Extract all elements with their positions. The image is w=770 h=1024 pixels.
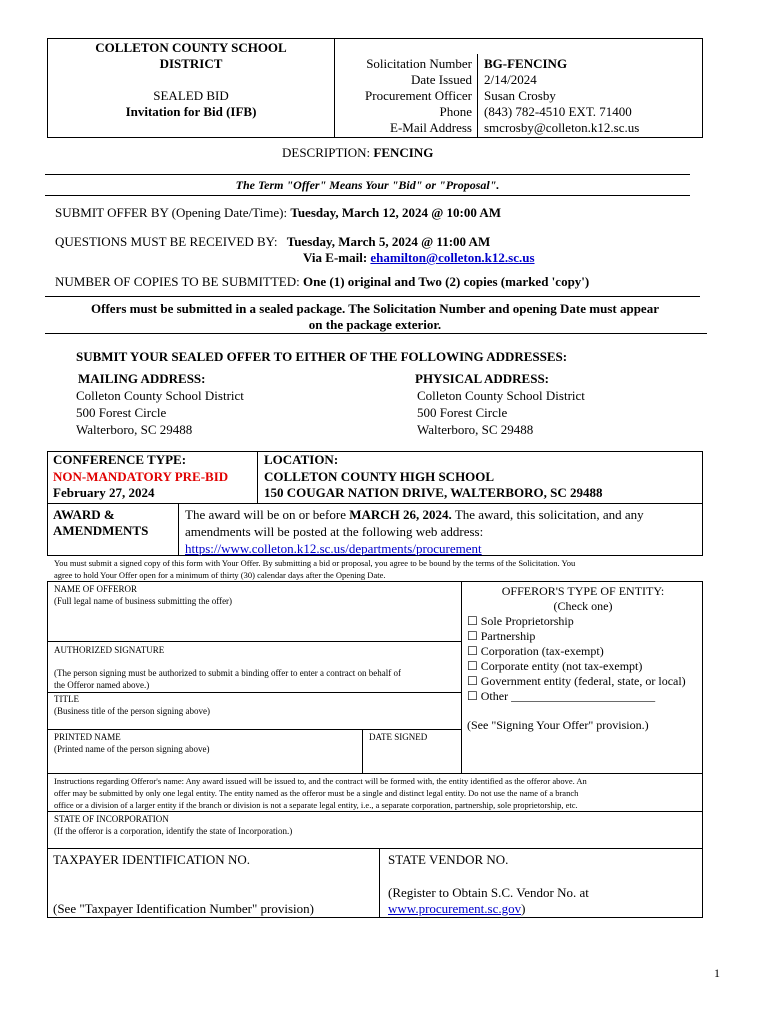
instructions-line-3: office or a division of a larger entity if the branch or division is not a separate legal entity, i.e., a separate corporation, partnership, sole proprietorship, etc. [54,800,578,810]
award-label-2: AMENDMENTS [53,523,149,538]
vendor-hint-line: (Register to Obtain S.C. Vendor No. at [388,885,589,900]
district-line-1: COLLETON COUNTY SCHOOL [95,40,287,55]
instructions-line-1: Instructions regarding Offeror's name: Any award issued will be issued to, and the contract will be formed with, the entity identified as the offeror above. An [54,776,587,786]
physical-line-3: Walterboro, SC 29488 [417,422,534,437]
entity-divider [461,581,462,774]
mailing-line-3: Walterboro, SC 29488 [76,422,193,437]
district-name [48,40,334,72]
label-solicitation: Solicitation Number [366,56,472,71]
mailing-address-title: MAILING ADDRESS: [78,371,206,386]
taxpayer-label: TAXPAYER IDENTIFICATION NO. [53,852,250,867]
label-date-issued: Date Issued [410,72,472,87]
conference-divider [257,451,258,504]
date-signed-divider [362,729,363,774]
procurement-sc-link[interactable]: www.procurement.sc.gov [388,901,522,916]
printed-name-hint: (Printed name of the person signing above) [54,744,210,754]
taxpayer-hint: (See "Taxpayer Identification Number" provision) [53,901,314,916]
vendor-hint-close: ) [521,901,526,916]
name-of-offeror-label: NAME OF OFFEROR [54,584,138,594]
physical-line-2: 500 Forest Circle [417,405,508,420]
location-label: LOCATION: [264,452,339,467]
entity-type [467,584,699,733]
printed-name-field[interactable] [54,731,354,755]
mailing-line-1: Colleton County School District [76,388,244,403]
binding-note-line-2: agree to hold Your Offer open for a minimum of thirty (30) calendar days after the Opening Date. [54,570,386,580]
district-line-2: DISTRICT [159,56,223,71]
rule-1 [45,174,690,175]
instructions [54,775,700,811]
entity-option-partnership[interactable]: ☐ Partnership [467,629,536,643]
questions-label: QUESTIONS MUST BE RECEIVED BY: [55,234,278,249]
label-phone: Phone [439,104,472,119]
award-text-line-2: amendments will be posted at the following web address: [185,524,484,539]
conference-location [264,452,603,501]
rule-3 [45,296,700,297]
location-line-2: 150 COUGAR NATION DRIVE, WALTERBORO, SC 29488 [264,485,603,500]
title-hint: (Business title of the person signing above) [54,706,210,716]
copies-label: NUMBER OF COPIES TO BE SUBMITTED: [55,274,300,289]
vendor-hint [388,885,589,917]
label-procurement-officer: Procurement Officer [365,88,472,103]
addresses-heading: SUBMIT YOUR SEALED OFFER TO EITHER OF THE FOLLOWING ADDRESSES: [76,349,568,364]
award-text-post: The award, this solicitation, and any [454,507,644,522]
award-date: MARCH 26, 2024. [349,507,452,522]
submit-by-value: Tuesday, March 12, 2024 @ 10:00 AM [290,205,502,220]
mailing-line-2: 500 Forest Circle [76,405,167,420]
submit-by [55,205,501,221]
header-labels [335,56,472,136]
rule-2 [45,195,690,196]
offeror-rule-1 [47,641,461,642]
page-number: 1 [714,966,720,980]
description-label: DESCRIPTION: [282,145,371,160]
value-solicitation: BG-FENCING [484,56,568,71]
award-text-pre: The award will be on or before [185,507,346,522]
sealed-note-line-1: Offers must be submitted in a sealed package. The Solicitation Number and opening Date must appear [91,301,659,316]
name-of-offeror-hint: (Full legal name of business submitting the offer) [54,596,233,606]
mailing-address [76,371,244,438]
value-phone: (843) 782-4510 EXT. 71400 [484,104,632,119]
instructions-line-2: offer may be submitted by only one legal entity. The entity named as the offeror must be a single and distinct legal entity. Do not use the name of a branch [54,788,579,798]
invitation-for-bid: Invitation for Bid (IFB) [125,104,257,119]
conference-type-label: CONFERENCE TYPE: [53,452,187,467]
sealed-bid: SEALED BID [153,88,229,103]
sealed-note-line-2: on the package exterior. [308,317,442,332]
submit-by-label: SUBMIT OFFER BY (Opening Date/Time): [55,205,288,220]
conference-type-value: NON-MANDATORY PRE-BID [53,469,229,484]
questions-value: Tuesday, March 5, 2024 @ 11:00 AM [286,234,491,249]
award-divider [178,503,179,556]
entity-option-sole[interactable]: ☐ Sole Proprietorship [467,614,574,628]
name-of-offeror[interactable] [54,583,454,607]
date-signed-field[interactable] [369,731,459,743]
entity-option-other[interactable]: ☐ Other ________________________ [467,689,656,703]
state-incorporation-hint: (If the offeror is a corporation, identify the state of Incorporation.) [54,826,293,836]
entity-note: (See "Signing Your Offer" provision.) [467,718,649,732]
vendor-label: STATE VENDOR NO. [388,852,509,867]
entity-title: OFFEROR'S TYPE OF ENTITY: [501,584,665,598]
authorized-signature[interactable] [54,644,454,691]
signature-hint-2: the Offeror named above.) [54,680,150,690]
description-value: FENCING [373,145,434,160]
label-email: E-Mail Address [390,120,472,135]
value-date-issued: 2/14/2024 [484,72,537,87]
binding-note [54,557,702,581]
entity-option-corp-exempt[interactable]: ☐ Corporation (tax-exempt) [467,644,604,658]
entity-option-corp-nonexempt[interactable]: ☐ Corporate entity (not tax-exempt) [467,659,643,673]
location-line-1: COLLETON COUNTY HIGH SCHOOL [264,469,495,484]
signature-label: AUTHORIZED SIGNATURE [54,645,165,655]
conference-type [53,452,228,501]
term-note: The Term "Offer" Means Your "Bid" or "Proposal". [235,178,500,192]
signature-hint-1: (The person signing must be authorized to submit a binding offer to enter a contract on behalf of [54,668,401,678]
procurement-url-link[interactable]: https://www.colleton.k12.sc.us/departments/procurement [185,541,482,556]
questions [55,234,490,250]
rule-4 [45,333,707,334]
questions-email-link[interactable]: ehamilton@colleton.k12.sc.us [370,250,535,265]
award-label [53,507,148,539]
description [282,145,433,161]
printed-name-label: PRINTED NAME [54,732,121,742]
sealed-note [45,301,705,333]
state-incorporation [54,813,292,837]
state-incorporation-label: STATE OF INCORPORATION [54,814,169,824]
header-values [484,56,699,136]
questions-email [303,250,535,266]
header-values-divider [477,54,478,138]
binding-note-line-1: You must submit a signed copy of this form with Your Offer. By submitting a bid or proposal, you agree to be bound by the terms of the Solicitation. You [54,558,576,568]
physical-address-title: PHYSICAL ADDRESS: [415,371,550,386]
physical-line-1: Colleton County School District [417,388,585,403]
entity-option-government[interactable]: ☐ Government entity (federal, state, or local) [467,674,686,688]
copies [55,274,589,290]
copies-value: One (1) original and Two (2) copies (marked 'copy') [303,274,590,289]
physical-address [415,371,585,438]
title-label: TITLE [54,694,79,704]
value-procurement-officer: Susan Crosby [484,88,556,103]
entity-subtitle: (Check one) [553,599,613,613]
via-email-label: Via E-mail: [303,250,368,265]
award-text-line-1 [185,506,644,523]
conference-date: February 27, 2024 [53,485,155,500]
offeror-rule-3 [47,729,461,730]
award-text [185,506,644,557]
date-signed-label: DATE SIGNED [369,732,428,742]
title-field[interactable] [54,693,454,717]
award-label-1: AWARD & [53,507,115,522]
value-email: smcrosby@colleton.k12.sc.us [484,120,640,135]
